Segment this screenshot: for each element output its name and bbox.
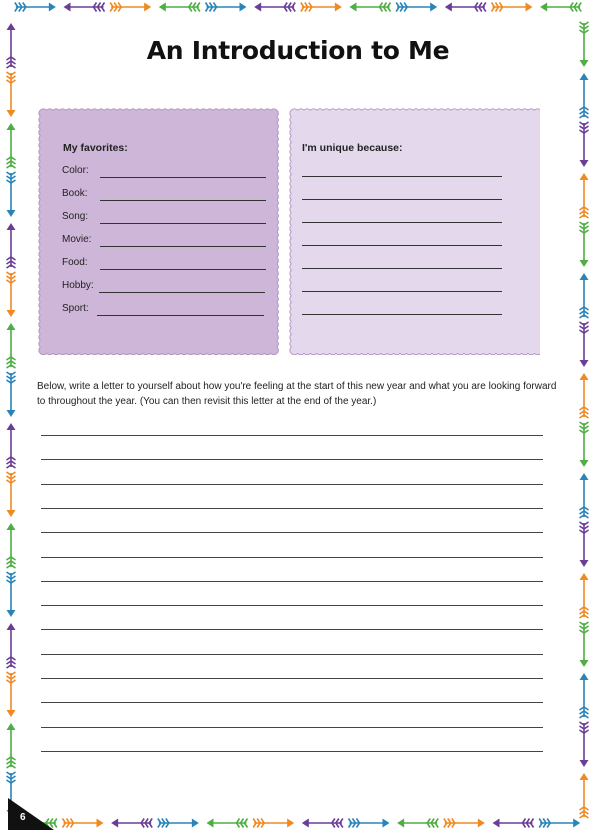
- unique-answer-line[interactable]: [302, 199, 502, 200]
- feathered-arrow-icon: [539, 819, 580, 828]
- feathered-arrow-icon: [580, 373, 589, 418]
- favorite-label-food: Food:: [62, 257, 88, 268]
- feathered-arrow-icon: [580, 673, 589, 718]
- writing-line[interactable]: [41, 605, 543, 606]
- feathered-arrow-icon: [396, 3, 437, 12]
- feathered-arrow-icon: [206, 3, 247, 12]
- feathered-arrow-icon: [7, 572, 16, 617]
- writing-line[interactable]: [41, 702, 543, 703]
- feathered-arrow-icon: [580, 273, 589, 318]
- favorite-field-song[interactable]: [100, 223, 266, 224]
- feathered-arrow-icon: [444, 819, 485, 828]
- feathered-arrow-icon: [7, 223, 16, 268]
- writing-line[interactable]: [41, 532, 543, 533]
- favorite-field-book[interactable]: [100, 200, 266, 201]
- feathered-arrow-icon: [580, 573, 589, 618]
- writing-line[interactable]: [41, 727, 543, 728]
- writing-line[interactable]: [41, 484, 543, 485]
- feathered-arrow-icon: [580, 322, 589, 367]
- feathered-arrow-icon: [254, 3, 295, 12]
- favorite-field-hobby[interactable]: [99, 292, 265, 293]
- favorite-label-color: Color:: [62, 165, 89, 176]
- unique-answer-line[interactable]: [302, 268, 502, 269]
- feathered-arrow-icon: [540, 3, 581, 12]
- writing-line[interactable]: [41, 557, 543, 558]
- unique-answer-line[interactable]: [302, 314, 502, 315]
- feathered-arrow-icon: [7, 423, 16, 468]
- feathered-arrow-icon: [349, 819, 390, 828]
- feathered-arrow-icon: [580, 722, 589, 767]
- writing-line[interactable]: [41, 435, 543, 436]
- writing-line[interactable]: [41, 629, 543, 630]
- unique-heading: I'm unique because:: [302, 142, 403, 154]
- feathered-arrow-icon: [7, 323, 16, 368]
- feathered-arrow-icon: [580, 73, 589, 118]
- page-title: An Introduction to Me: [146, 36, 450, 65]
- feathered-arrow-icon: [445, 3, 486, 12]
- feathered-arrow-icon: [7, 123, 16, 168]
- feathered-arrow-icon: [64, 3, 105, 12]
- feathered-arrow-icon: [580, 522, 589, 567]
- favorite-field-color[interactable]: [100, 177, 266, 178]
- feathered-arrow-icon: [580, 173, 589, 218]
- feathered-arrow-icon: [7, 372, 16, 417]
- favorites-card: [37, 107, 280, 355]
- feathered-arrow-icon: [580, 422, 589, 467]
- feathered-arrow-icon: [7, 672, 16, 717]
- feathered-arrow-icon: [159, 3, 200, 12]
- feathered-arrow-icon: [7, 72, 16, 117]
- favorite-label-song: Song:: [62, 211, 89, 222]
- feathered-arrow-icon: [7, 272, 16, 317]
- feathered-arrow-icon: [7, 623, 16, 668]
- feathered-arrow-icon: [158, 819, 199, 828]
- writing-line[interactable]: [41, 508, 543, 509]
- page-number: 6: [20, 812, 26, 823]
- letter-prompt: Below, write a letter to yourself about how you're feeling at the start of this new year and what you are looking forward to throughout the year. (You can then revisit this letter at the end of the year.): [37, 381, 557, 407]
- feathered-arrow-icon: [580, 122, 589, 167]
- favorites-heading: My favorites:: [63, 142, 128, 154]
- feathered-arrow-icon: [580, 622, 589, 667]
- unique-answer-line[interactable]: [302, 245, 502, 246]
- feathered-arrow-icon: [350, 3, 391, 12]
- feathered-arrow-icon: [253, 819, 294, 828]
- feathered-arrow-icon: [7, 523, 16, 568]
- feathered-arrow-icon: [7, 472, 16, 517]
- feathered-arrow-icon: [580, 773, 589, 818]
- unique-answer-line[interactable]: [302, 291, 502, 292]
- unique-answer-line[interactable]: [302, 222, 502, 223]
- feathered-arrow-icon: [7, 172, 16, 217]
- favorite-label-hobby: Hobby:: [62, 280, 94, 291]
- writing-line[interactable]: [41, 459, 543, 460]
- unique-answer-line[interactable]: [302, 176, 502, 177]
- feathered-arrow-icon: [110, 3, 151, 12]
- favorite-label-movie: Movie:: [62, 234, 92, 245]
- writing-line[interactable]: [41, 678, 543, 679]
- feathered-arrow-icon: [493, 819, 534, 828]
- favorite-label-sport: Sport:: [62, 303, 89, 314]
- writing-line[interactable]: [41, 654, 543, 655]
- feathered-arrow-icon: [301, 3, 342, 12]
- feathered-arrow-icon: [580, 473, 589, 518]
- feathered-arrow-icon: [580, 222, 589, 267]
- feathered-arrow-icon: [207, 819, 248, 828]
- writing-line[interactable]: [41, 581, 543, 582]
- writing-line[interactable]: [41, 751, 543, 752]
- feathered-arrow-icon: [63, 819, 104, 828]
- feathered-arrow-icon: [111, 819, 152, 828]
- favorite-field-movie[interactable]: [100, 246, 266, 247]
- feathered-arrow-icon: [7, 723, 16, 768]
- favorite-label-book: Book:: [62, 188, 88, 199]
- page-number-tab: [0, 792, 60, 830]
- feathered-arrow-icon: [302, 819, 343, 828]
- unique-card: [288, 107, 540, 355]
- feathered-arrow-icon: [15, 3, 56, 12]
- feathered-arrow-icon: [397, 819, 438, 828]
- favorite-field-food[interactable]: [100, 269, 266, 270]
- feathered-arrow-icon: [492, 3, 533, 12]
- favorite-field-sport[interactable]: [97, 315, 264, 316]
